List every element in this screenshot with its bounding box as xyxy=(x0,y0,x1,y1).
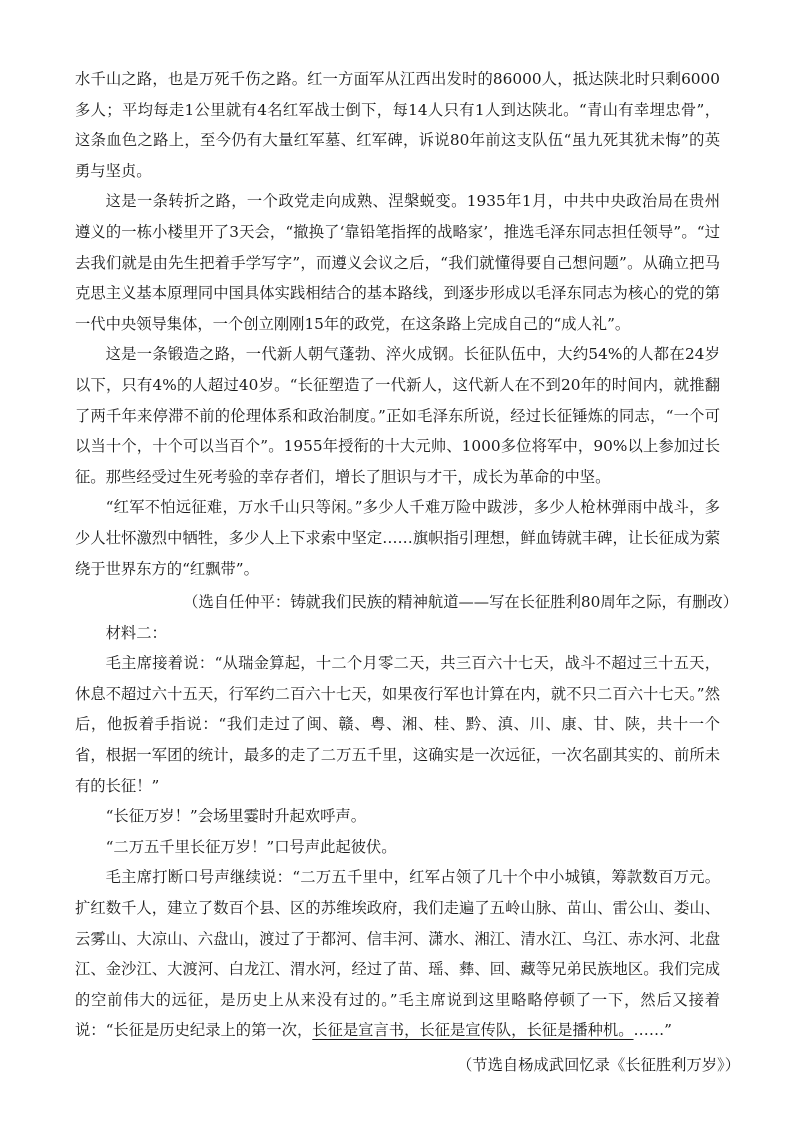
material-2-label: 材料二： xyxy=(105,623,167,642)
article2-paragraph-4-main: 毛主席打断口号声继续说：“二万五千里中，红军占领了几十个中小城镇，筹款数百万元。扩红数千人，建立了数百个县、区的苏维埃政府，我们走遍了五岭山脉、苗山、雷公山、娄山、云雾山、大凉山、六盘山，渡过了于都河、信丰河、潇水、湘江、清水江、乌江、赤水河、北盘江、金沙江、大渡河、白龙江、渭水河，经过了苗、瑶、彝、回、藏等兄弟民族地区。我们完成的空前伟大的远征，是历史上从来没有过的。”毛主席说到这里略略停顿了一下，然后又接着说：“长征是历史纪录上的第一次， xyxy=(75,868,720,1040)
article2-paragraph-4 xyxy=(75,862,720,1046)
article2-paragraph-1: 毛主席接着说：“从瑞金算起，十二个月零二天，共三百六十七天，战斗不超过三十五天，休息不超过六十五天，行军约二百六十七天，如果夜行军也计算在内，就不只二百六十七天。”然后，他扳着手指说：“我们走过了闽、赣、粤、湘、桂、黔、滇、川、康、甘、陕，共十一个省，根据一军团的统计，最多的走了二万五千里，这确实是一次远征，一次名副其实的、前所未有的长征！” xyxy=(75,654,720,795)
article1-paragraph-1: 水千山之路，也是万死千伤之路。红一方面军从江西出发时的86000人，抵达陕北时只剩6000多人；平均每走1公里就有4名红军战士倒下，每14人只有1人到达陕北。“青山有幸埋忠骨”，这条血色之路上，至今仍有大量红军墓、红军碑，诉说80年前这支队伍“虽九死其犹未悔”的英勇与坚贞。 xyxy=(75,70,720,180)
article2-paragraph-3: “二万五千里长征万岁！”口号声此起彼伏。 xyxy=(105,837,397,856)
underlined-quote: 长征是宣言书，长征是宣传队，长征是播种机。 xyxy=(312,1021,634,1040)
article1-paragraph-2: 这是一条转折之路，一个政党走向成熟、涅槃蜕变。1935年1月，中共中央政治局在贵州遵义的一栋小楼里开了3天会，“撤换了‘靠铅笔指挥的战略家’，推选毛泽东同志担任领导”。“过去我们就是由先生把着手学写字”，而遵义会议之后，“我们就懂得要自己想问题”。从确立把马克思主义基本原理同中国具体实践相结合的基本路线，到逐步形成以毛泽东同志为核心的党的第一代中央领导集体，一个创立刚刚15年的政党，在这条路上完成自己的“成人礼”。 xyxy=(75,192,720,333)
article2-paragraph-2: “长征万岁！”会场里霎时升起欢呼声。 xyxy=(105,807,366,826)
article1-paragraph-3: 这是一条锻造之路，一代新人朝气蓬勃、淬火成钢。长征队伍中，大约54%的人都在24岁以下，只有4%的人超过40岁。“长征塑造了一代新人，这代新人在不到20年的时间内，就推翻了两千年来停滞不前的伦理体系和政治制度。”正如毛泽东所说，经过长征锤炼的同志，“一个可以当十个，十个可以当百个”。1955年授衔的十大元帅、1000多位将军中，90%以上参加过长征。那些经受过生死考验的幸存者们，增长了胆识与才干，成长为革命的中坚。 xyxy=(75,345,720,486)
article2-source: （节选自杨成武回忆录《长征胜利万岁》） xyxy=(457,1056,740,1074)
article1-source: （选自任仲平：铸就我们民族的精神航道——写在长征胜利80周年之际，有删改） xyxy=(183,593,738,612)
article1-paragraph-4: “红军不怕远征难，万水千山只等闲。”多少人千难万险中跋涉，多少人枪林弹雨中战斗，多少人壮怀激烈中牺牲，多少人上下求索中坚定……旗帜指引理想，鲜血铸就丰碑，让长征成为萦绕于世界东方的“红飘带”。 xyxy=(75,498,720,578)
article2-paragraph-4-tail: ……” xyxy=(633,1021,672,1040)
document-content xyxy=(75,64,740,1081)
